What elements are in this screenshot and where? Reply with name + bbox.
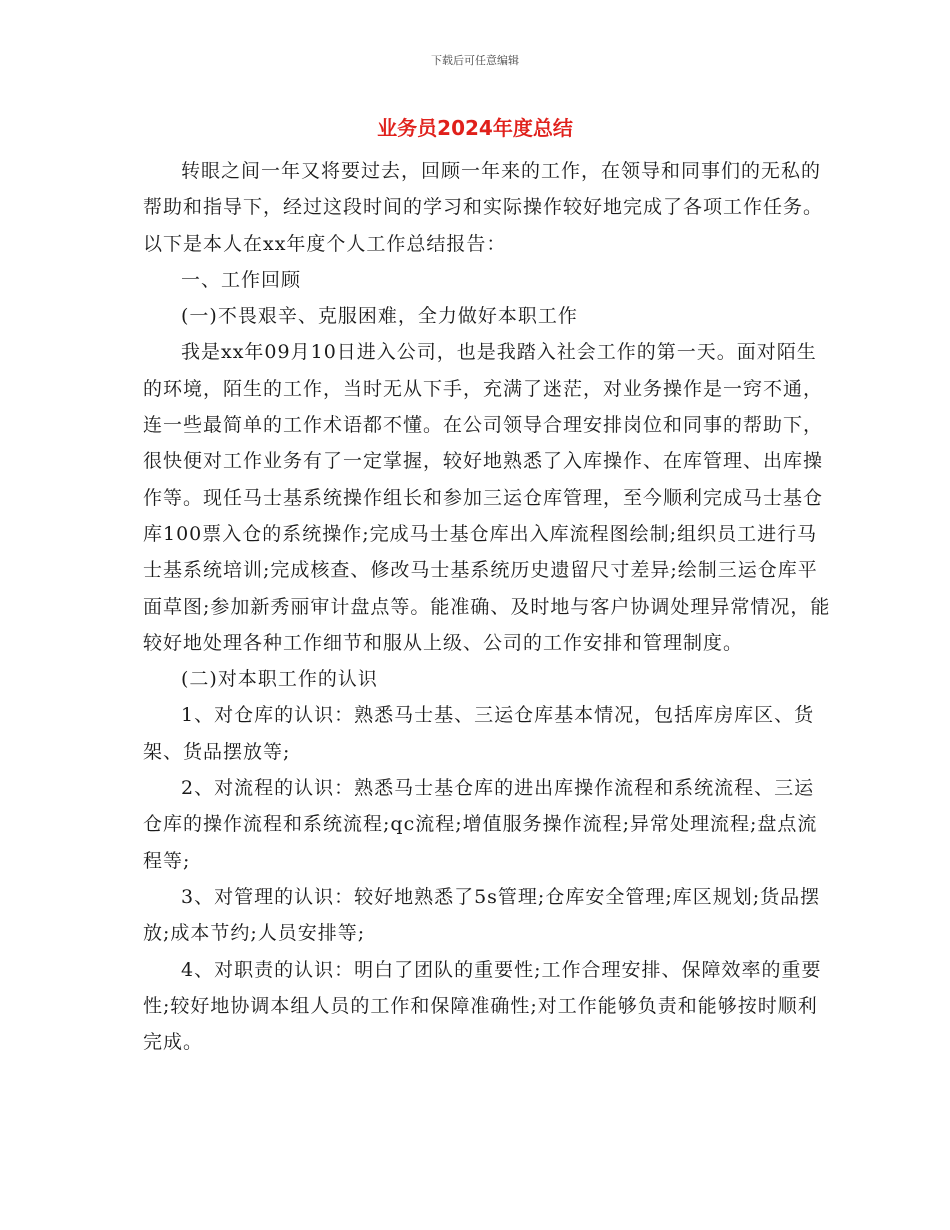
paragraph-process: 2、对流程的认识：熟悉马士基仓库的进出库操作流程和系统流程、三运仓库的操作流程和系统流程;qc流程;增值服务操作流程;异常处理流程;盘点流程等; — [143, 777, 818, 872]
paragraph-warehouse: 1、对仓库的认识：熟悉马士基、三运仓库基本情况，包括库房库区、货架、货品摆放等; — [143, 704, 815, 763]
paragraph-responsibility: 4、对职责的认识：明白了团队的重要性;工作合理安排、保障效率的重要性;较好地协调本组人员的工作和保障准确性;对工作能够负责和能够按时顺利完成。 — [143, 958, 822, 1054]
document-body — [143, 153, 833, 1060]
paragraph-experience: 我是xx年09月10日进入公司，也是我踏入社会工作的第一天。面对陌生的环境，陌生的工作，当时无从下手，充满了迷茫，对业务操作是一窍不通，连一些最简单的工作术语都不懂。在公司领导合理安排岗位和同事的帮助下，很快便对工作业务有了一定掌握，较好地熟悉了入库操作、在库管理、出库操作等。现任马士基系统操作组长和参加三运仓库管理，至今顺利完成马士基仓库100票入仓的系统操作;完成马士基仓库出入库流程图绘制;组织员工进行马士基系统培训;完成核查、修改马士基系统历史遗留尺寸差异;绘制三运仓库平面草图;参加新秀丽审计盘点等。能准确、及时地与客户协调处理异常情况，能较好地处理各种工作细节和服从上级、公司的工作安排和管理制度。 — [143, 341, 831, 654]
subheading-section-2: (二)对本职工作的认识 — [181, 668, 378, 691]
subheading-section-1: (一)不畏艰辛、克服困难，全力做好本职工作 — [181, 305, 578, 328]
document-title: 业务员2024年度总结 — [377, 116, 573, 140]
paragraph-intro: 转眼之间一年又将要过去，回顾一年来的工作，在领导和同事们的无私的帮助和指导下，经过这段时间的学习和实际操作较好地完成了各项工作任务。以下是本人在xx年度个人工作总结报告： — [143, 160, 824, 255]
heading-work-review: 一、工作回顾 — [181, 268, 302, 291]
header-note: 下载后可任意编辑 — [431, 54, 519, 67]
paragraph-management: 3、对管理的认识：较好地熟悉了5s管理;仓库安全管理;库区规划;货品摆放;成本节约;人员安排等; — [143, 885, 821, 945]
